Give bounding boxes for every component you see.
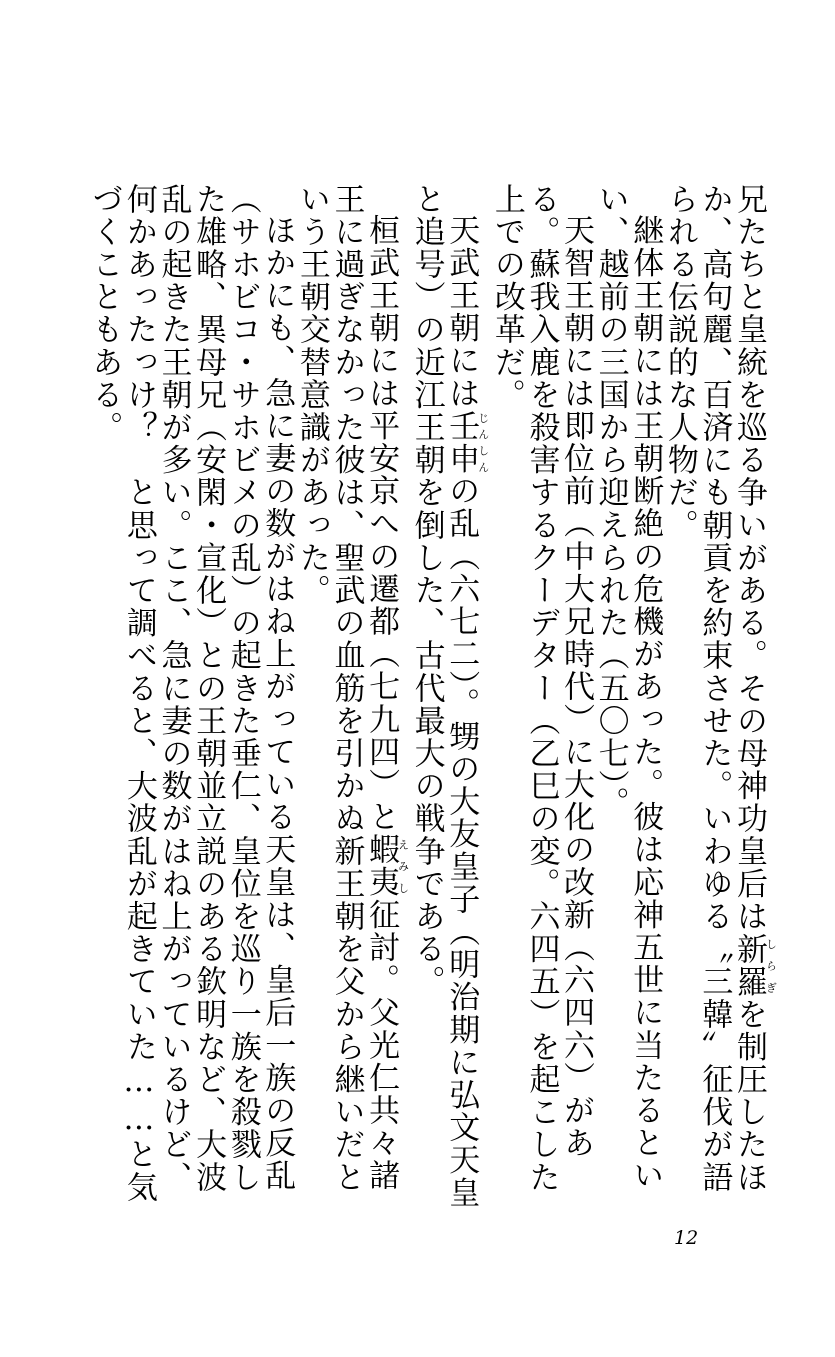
paragraph: 天智王朝には即位前（中大兄時代）に大化の改新（六四六）がある。蘇我入鹿を殺害するクーデター（乙巳の変。六四五）を起こした上での改革だ。 (488, 183, 595, 1194)
paragraph: 天武王朝には壬申じんしんの乱（六七二）。甥の大友皇子（明治期に弘文天皇と追号）の近江王朝を倒した、古代最大の戦争である。 (408, 183, 490, 1210)
paragraph: 桓武王朝には平安京への遷都（七九四）と蝦夷えみし征討。父光仁共々諸王に過ぎなかった彼は、聖武の血筋を引かぬ新王朝を父から継いだという王朝交替意識があった。 (293, 183, 410, 1194)
paragraph: 兄たちと皇統を巡る争いがある。その母神功皇后は新羅しらぎを制圧したほか、高句麗、百済にも朝貢を約束させた。いわゆる〝三韓〟征伐が語られる伝説的な人物だ。 (661, 183, 778, 1194)
vertical-text-body (77, 183, 777, 1213)
page-number: 12 (674, 1227, 699, 1249)
paragraph: ほかにも、急に妻の数がはね上がっている天皇は、皇后一族の反乱（サホビコ・サホビメの乱）の起きた垂仁、皇位を巡り一族を殺戮した雄略、異母兄（安閑・宣化）との王朝並立説のある欽明など、大波乱の起きた王朝が多い。ここ、急に妻の数がはね上がっているけど、何かあったっけ？ と思って調べると、大波乱が起きていた……と気づくこともある。 (86, 183, 296, 1204)
paragraph: 継体王朝には王朝断絶の危機があった。彼は応神五世に当たるといい、越前の三国から迎えられた（五〇七）。 (592, 183, 664, 1192)
